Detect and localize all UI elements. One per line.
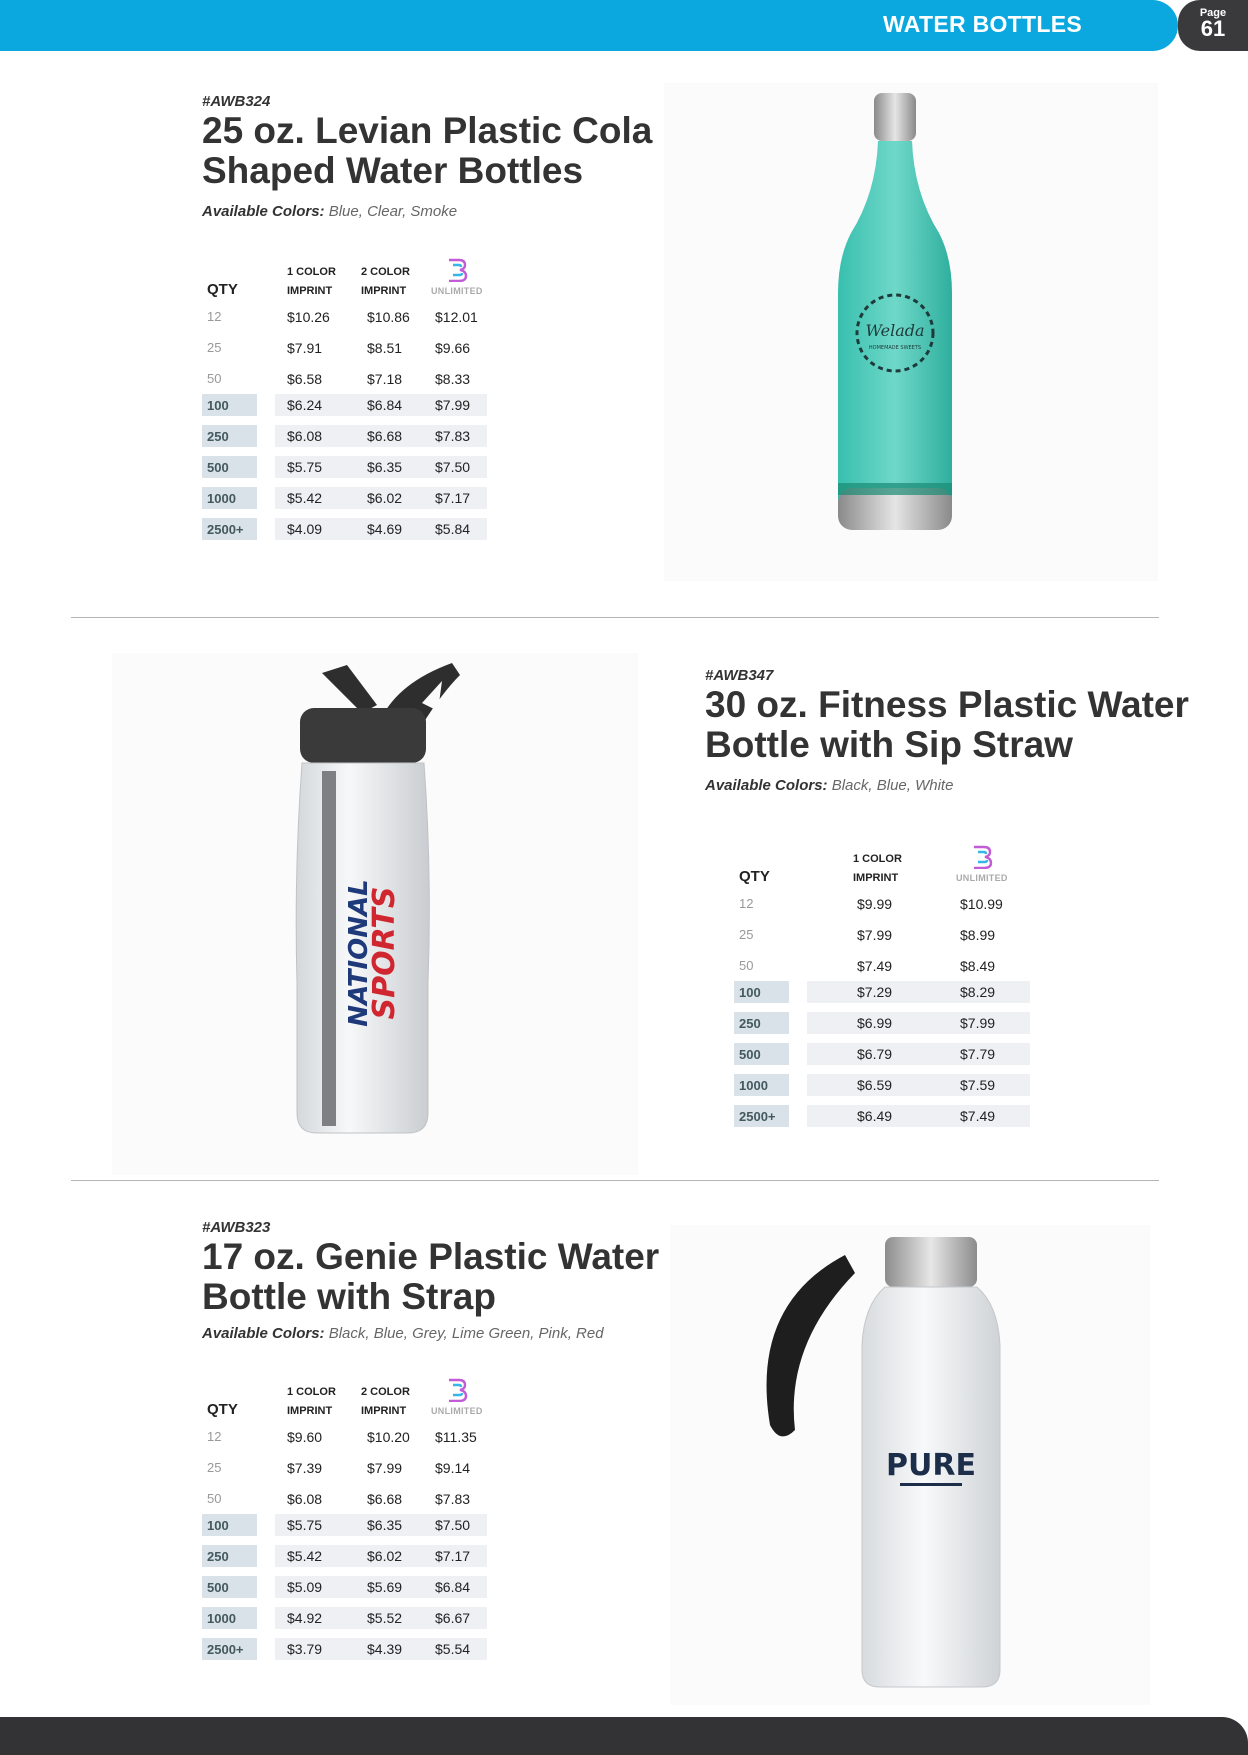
available-colors-value: Blue, Clear, Smoke [328, 203, 458, 220]
price-table [202, 1378, 487, 1669]
available-colors [705, 777, 953, 794]
one-color-header: 1 COLOR IMPRINT [287, 1386, 336, 1417]
table-row: 1000 $4.92 $5.52 $6.67 [202, 1607, 487, 1638]
product-sku: #AWB347 [705, 667, 774, 684]
unlimited-b-icon [446, 258, 468, 282]
unlimited-header [946, 845, 1030, 888]
table-row: 500 $5.75 $6.35 $7.50 [202, 456, 487, 487]
section-header-bar [0, 0, 1178, 51]
table-row: 50 $6.08 $6.68 $7.83 [202, 1483, 487, 1514]
product-title: 25 oz. Levian Plastic Cola Shaped Water Bottles [202, 110, 653, 191]
table-row: 12 $9.60 $10.20 $11.35 [202, 1421, 487, 1452]
table-row: 500 $5.09 $5.69 $6.84 [202, 1576, 487, 1607]
table-row: 2500+ $6.49 $7.49 [734, 1105, 1030, 1136]
strap-bottle-image [670, 1225, 1150, 1705]
table-row: 25 $7.91 $8.51 $9.66 [202, 332, 487, 363]
sport-bottle-image [112, 653, 638, 1175]
table-row: 50 $7.49 $8.49 [734, 950, 1030, 981]
unlimited-logo [431, 1378, 483, 1421]
bottle-imprint-national: NATIONAL [344, 879, 374, 1027]
table-row: 250 $6.99 $7.99 [734, 1012, 1030, 1043]
unlimited-text: UNLIMITED [431, 1406, 483, 1416]
page-number: 61 [1200, 16, 1226, 41]
qty-header: QTY [739, 868, 770, 885]
product-title: 17 oz. Genie Plastic Water Bottle with Strap [202, 1236, 660, 1317]
table-row: 1000 $5.42 $6.02 $7.17 [202, 487, 487, 518]
bottle-imprint-text: Welada [865, 321, 925, 340]
unlimited-header [431, 1378, 487, 1421]
table-row: 12 $9.99 $10.99 [734, 888, 1030, 919]
two-color-header: 2 COLOR IMPRINT [361, 266, 410, 297]
table-row: 250 $5.42 $6.02 $7.17 [202, 1545, 487, 1576]
product-image-levian [664, 83, 1158, 581]
product-image-genie [670, 1225, 1150, 1705]
page-footer-bar [0, 1717, 1248, 1755]
table-row: 500 $6.79 $7.79 [734, 1043, 1030, 1074]
table-row: 100 $6.24 $6.84 $7.99 [202, 394, 487, 425]
unlimited-text: UNLIMITED [956, 873, 1008, 883]
unlimited-text: UNLIMITED [431, 286, 483, 296]
price-table [734, 845, 1030, 1136]
price-table [202, 258, 487, 549]
section-divider [71, 1180, 1159, 1181]
table-row: 50 $6.58 $7.18 $8.33 [202, 363, 487, 394]
qty-header: QTY [207, 281, 238, 298]
table-row: 2500+ $4.09 $4.69 $5.84 [202, 518, 487, 549]
table-row: 100 $7.29 $8.29 [734, 981, 1030, 1012]
product-sku: #AWB324 [202, 93, 271, 110]
table-row: 100 $5.75 $6.35 $7.50 [202, 1514, 487, 1545]
available-colors-label: Available Colors: [705, 777, 828, 794]
qty-header: QTY [207, 1401, 238, 1418]
table-row: 250 $6.08 $6.68 $7.83 [202, 425, 487, 456]
product-title: 30 oz. Fitness Plastic Water Bottle with Sip Straw [705, 684, 1189, 765]
unlimited-b-icon [446, 1378, 468, 1402]
available-colors-value: Black, Blue, White [831, 777, 954, 794]
table-row: 1000 $6.59 $7.59 [734, 1074, 1030, 1105]
available-colors-label: Available Colors: [202, 203, 325, 220]
table-row: 2500+ $3.79 $4.39 $5.54 [202, 1638, 487, 1669]
product-sku: #AWB323 [202, 1219, 271, 1236]
one-color-header: 1 COLOR IMPRINT [853, 853, 902, 884]
unlimited-logo [431, 258, 483, 301]
available-colors-label: Available Colors: [202, 1325, 325, 1342]
table-row: 25 $7.39 $7.99 $9.14 [202, 1452, 487, 1483]
unlimited-logo [956, 845, 1008, 888]
page-label: Page [1199, 7, 1227, 19]
bottle-imprint-sports: SPORTS [367, 886, 402, 1020]
section-divider [71, 617, 1159, 618]
table-row: 12 $10.26 $10.86 $12.01 [202, 301, 487, 332]
available-colors [202, 1325, 604, 1342]
two-color-header: 2 COLOR IMPRINT [361, 1386, 410, 1417]
table-row: 25 $7.99 $8.99 [734, 919, 1030, 950]
page-number-tab [1178, 0, 1248, 51]
product-image-fitness [112, 653, 638, 1175]
unlimited-b-icon [971, 845, 993, 869]
bottle-imprint-subtext: HOMEMADE SWEETS [868, 345, 922, 351]
bottle-imprint-pure: PURE [886, 1448, 976, 1483]
available-colors-value: Black, Blue, Grey, Lime Green, Pink, Red [328, 1325, 604, 1342]
available-colors [202, 203, 457, 220]
section-title: WATER BOTTLES [883, 11, 1082, 37]
one-color-header: 1 COLOR IMPRINT [287, 266, 336, 297]
unlimited-header [431, 258, 487, 301]
teal-bottle-image [664, 83, 1158, 581]
